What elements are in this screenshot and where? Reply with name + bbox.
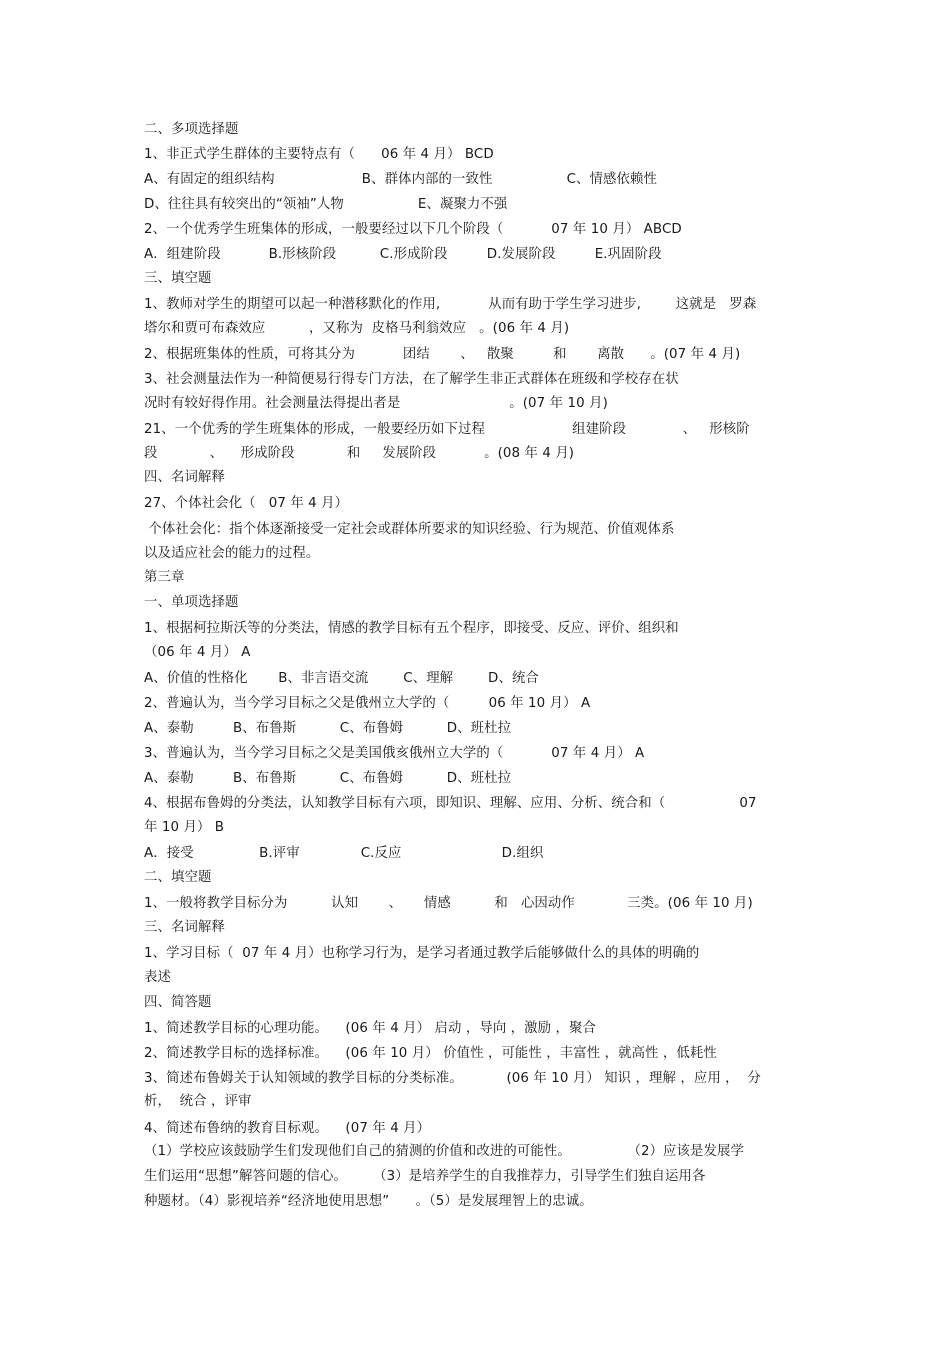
question-line: 1、学习目标（ 07 年 4 月）也称学习行为，是学习者通过教学后能够做什么的具体的明确的 <box>144 946 700 961</box>
question-line: 况时有较好得作用。社会测量法得提出者是 。(07 年 10 月) <box>144 396 608 411</box>
question-line: 2、一个优秀学生班集体的形成，一般要经过以下几个阶段（ 07 年 10 月） ABCD <box>144 222 682 237</box>
question-line: （06 年 4 月） A <box>144 645 251 660</box>
options-line: A、价值的性格化 B、非言语交流 C、理解 D、统合 <box>144 671 539 686</box>
options-line: A、有固定的组织结构 B、群体内部的一致性 C、情感依赖性 <box>144 172 657 187</box>
options-line: A．组建阶段 B.形核阶段 C.形成阶段 D.发展阶段 E.巩固阶段 <box>144 247 662 262</box>
question-line: 3、简述布鲁姆关于认知领域的教学目标的分类标准。 (06 年 10 月） 知识 ，理解 ，应用 ， 分 <box>144 1071 761 1086</box>
section-heading-fill-blank: 二、填空题 <box>144 870 212 885</box>
answer-line: 种题材。（4）影视培养“经济地使用思想” 。（5）是发展理智上的忠诚。 <box>144 1194 593 1209</box>
section-heading-fill-blank: 三、填空题 <box>144 271 212 286</box>
question-line: 析， 统合 ，评审 <box>144 1094 252 1109</box>
options-line: D、往往具有较突出的“领袖”人物 E、凝聚力不强 <box>144 197 508 212</box>
question-line: 1、非正式学生群体的主要特点有（ 06 年 4 月） BCD <box>144 147 494 162</box>
question-line: 1、根据柯拉斯沃等的分类法，情感的教学目标有五个程序，即接受、反应、评价、组织和 <box>144 621 679 636</box>
section-heading-multiple-choice: 二、多项选择题 <box>144 122 239 137</box>
question-line: 段 、 形成阶段 和 发展阶段 。(08 年 4 月) <box>144 446 575 461</box>
question-line: 27、个体社会化（ 07 年 4 月） <box>144 496 349 511</box>
question-line: 年 10 月） B <box>144 820 225 835</box>
question-line: 2、普遍认为，当今学习目标之父是俄州立大学的（ 06 年 10 月） A <box>144 696 591 711</box>
answer-line: 生们运用“思想”解答问题的信心。 （3）是培养学生的自我推荐力，引导学生们独自运用各 <box>144 1169 706 1184</box>
question-line: 21、一个优秀的学生班集体的形成，一般要经历如下过程 组建阶段 、 形核阶 <box>144 422 750 437</box>
section-heading-terms: 三、名词解释 <box>144 920 225 935</box>
question-line: 3、社会测量法作为一种简便易行得专门方法，在了解学生非正式群体在班级和学校存在状 <box>144 372 679 387</box>
question-line: 4、根据布鲁姆的分类法，认知教学目标有六项，即知识、理解、应用、分析、统合和（ 07 <box>144 796 757 811</box>
options-line: A、泰勒 B、布鲁斯 C、布鲁姆 D、班杜拉 <box>144 771 512 786</box>
answer-line: 以及适应社会的能力的过程。 <box>144 546 320 561</box>
question-line: 1、简述教学目标的心理功能。 (06 年 4 月） 启动 ，导向 ，激励 ，聚合 <box>144 1021 596 1036</box>
options-line: A、泰勒 B、布鲁斯 C、布鲁姆 D、班杜拉 <box>144 721 512 736</box>
question-line: 2、根据班集体的性质，可将其分为 团结 、 散聚 和 离散 。(07 年 4 月) <box>144 347 741 362</box>
question-line: 表述 <box>144 970 171 985</box>
question-line: 1、一般将教学目标分为 认知 、 情感 和 心因动作 三类。(06 年 10 月) <box>144 896 753 911</box>
question-line: 4、简述布鲁纳的教育目标观。 (07 年 4 月） <box>144 1121 431 1136</box>
answer-line: （1）学校应该鼓励学生们发现他们自己的猜测的价值和改进的可能性。 （2）应该是发展学 <box>144 1144 745 1159</box>
question-line: 2、简述教学目标的选择标准。 (06 年 10 月） 价值性 ，可能性 ，丰富性 ，就高性 ，低耗性 <box>144 1046 717 1061</box>
question-line: 3、普遍认为，当今学习目标之父是美国俄亥俄州立大学的（ 07 年 4 月） A <box>144 746 645 761</box>
chapter-heading: 第三章 <box>144 570 185 585</box>
question-line: 1、教师对学生的期望可以起一种潜移默化的作用, 从而有助于学生学习进步, 这就是 罗森 <box>144 297 757 312</box>
options-line: A．接受 B.评审 C.反应 D.组织 <box>144 846 544 861</box>
section-heading-short-answer: 四、简答题 <box>144 995 212 1010</box>
question-line: 塔尔和贾可布森效应 ，又称为 皮格马利翁效应 。(06 年 4 月) <box>144 321 570 336</box>
answer-line: 个体社会化：指个体逐渐接受一定社会或群体所要求的知识经验、行为规范、价值观体系 <box>144 522 675 537</box>
section-heading-single-choice: 一、单项选择题 <box>144 595 239 610</box>
section-heading-terms: 四、名词解释 <box>144 470 225 485</box>
